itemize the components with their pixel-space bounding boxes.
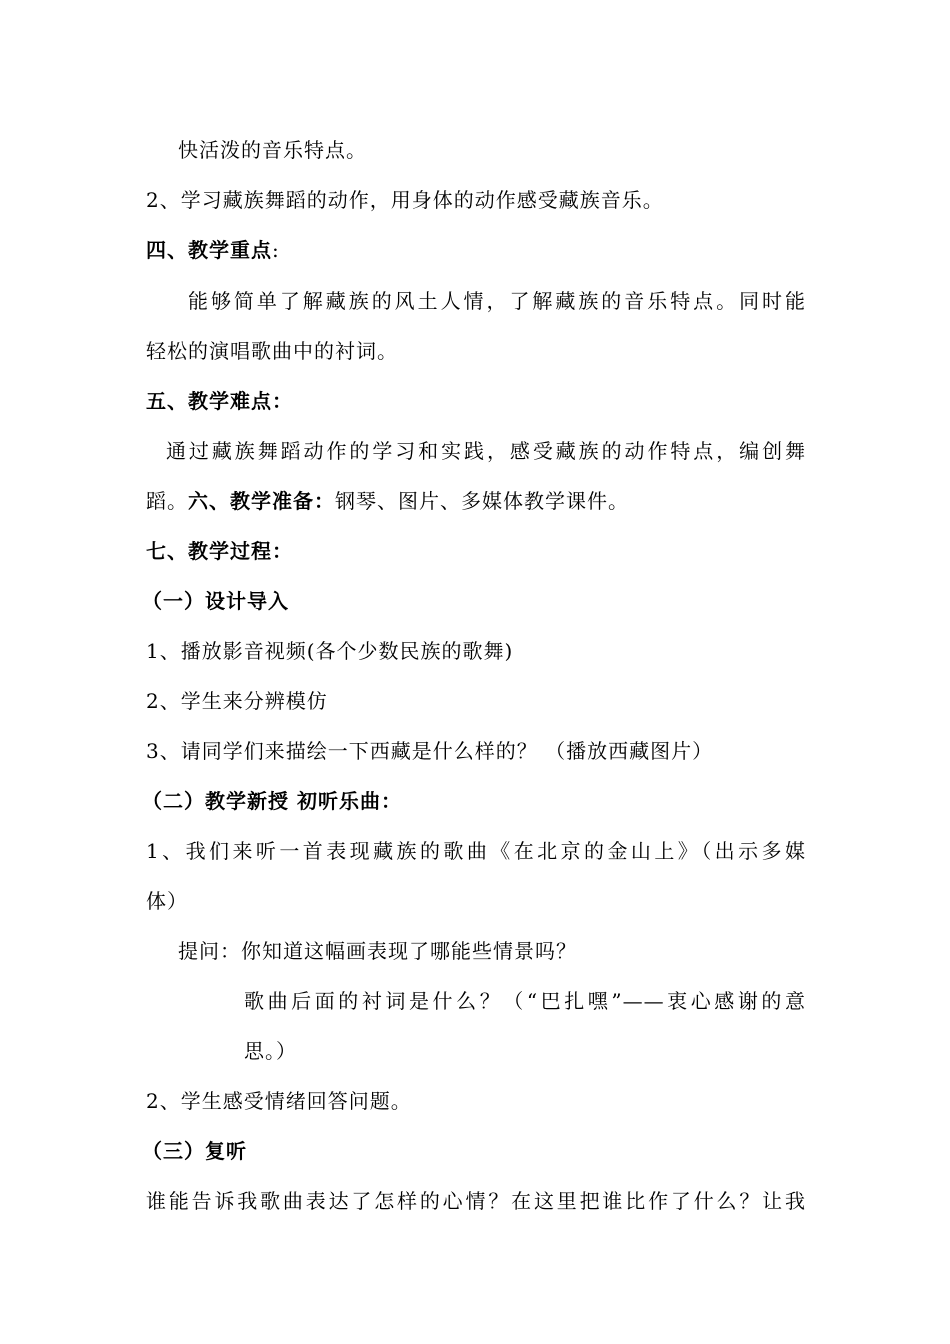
list-item: 2、学生感受情绪回答问题。 [146, 1089, 412, 1113]
question-line: 思。） [244, 1039, 297, 1063]
subsection-heading-3: （三）复听 [142, 1139, 247, 1163]
list-item: 3、请同学们来描绘一下西藏是什么样的？ （播放西藏图片） [146, 739, 714, 763]
subsection-heading-1: （一）设计导入 [142, 589, 289, 613]
list-item: 1、我们来听一首表现藏族的歌曲《在北京的金山上》（出示多媒 [146, 839, 806, 863]
section-heading-4 [146, 237, 280, 263]
text-fragment: 钢琴、图片、多媒体教学课件。 [335, 489, 629, 513]
text-line: 体） [146, 889, 188, 913]
question-line: 歌曲后面的衬词是什么？（“巴扎嘿”——衷心感谢的意 [244, 989, 806, 1013]
text-line: 能够简单了解藏族的风土人情，了解藏族的音乐特点。同时能 [188, 289, 806, 313]
text-line: 谁能告诉我歌曲表达了怎样的心情？在这里把谁比作了什么？让我 [146, 1189, 806, 1213]
section-heading-7: 七、教学过程： [146, 539, 293, 563]
text-fragment: 蹈。 [146, 489, 188, 513]
question-line: 提问：你知道这幅画表现了哪能些情景吗？ [178, 939, 577, 963]
text-line: 2、学习藏族舞蹈的动作，用身体的动作感受藏族音乐。 [146, 188, 664, 212]
text-line-with-heading-6 [146, 488, 629, 514]
section-heading-5: 五、教学难点： [146, 389, 293, 413]
subsection-heading-2: （二）教学新授 初听乐曲： [142, 789, 402, 813]
section-heading-6: 六、教学准备： [188, 489, 335, 513]
text-line: 快活泼的音乐特点。 [178, 138, 367, 162]
heading-text: 四、教学重点 [146, 238, 272, 262]
list-item: 2、学生来分辨模仿 [146, 689, 328, 713]
text-line: 通过藏族舞蹈动作的学习和实践，感受藏族的动作特点，编创舞 [166, 439, 806, 463]
text-line: 轻松的演唱歌曲中的衬词。 [146, 339, 398, 363]
heading-colon: : [272, 238, 280, 262]
list-item: 1、播放影音视频(各个少数民族的歌舞) [146, 639, 514, 663]
